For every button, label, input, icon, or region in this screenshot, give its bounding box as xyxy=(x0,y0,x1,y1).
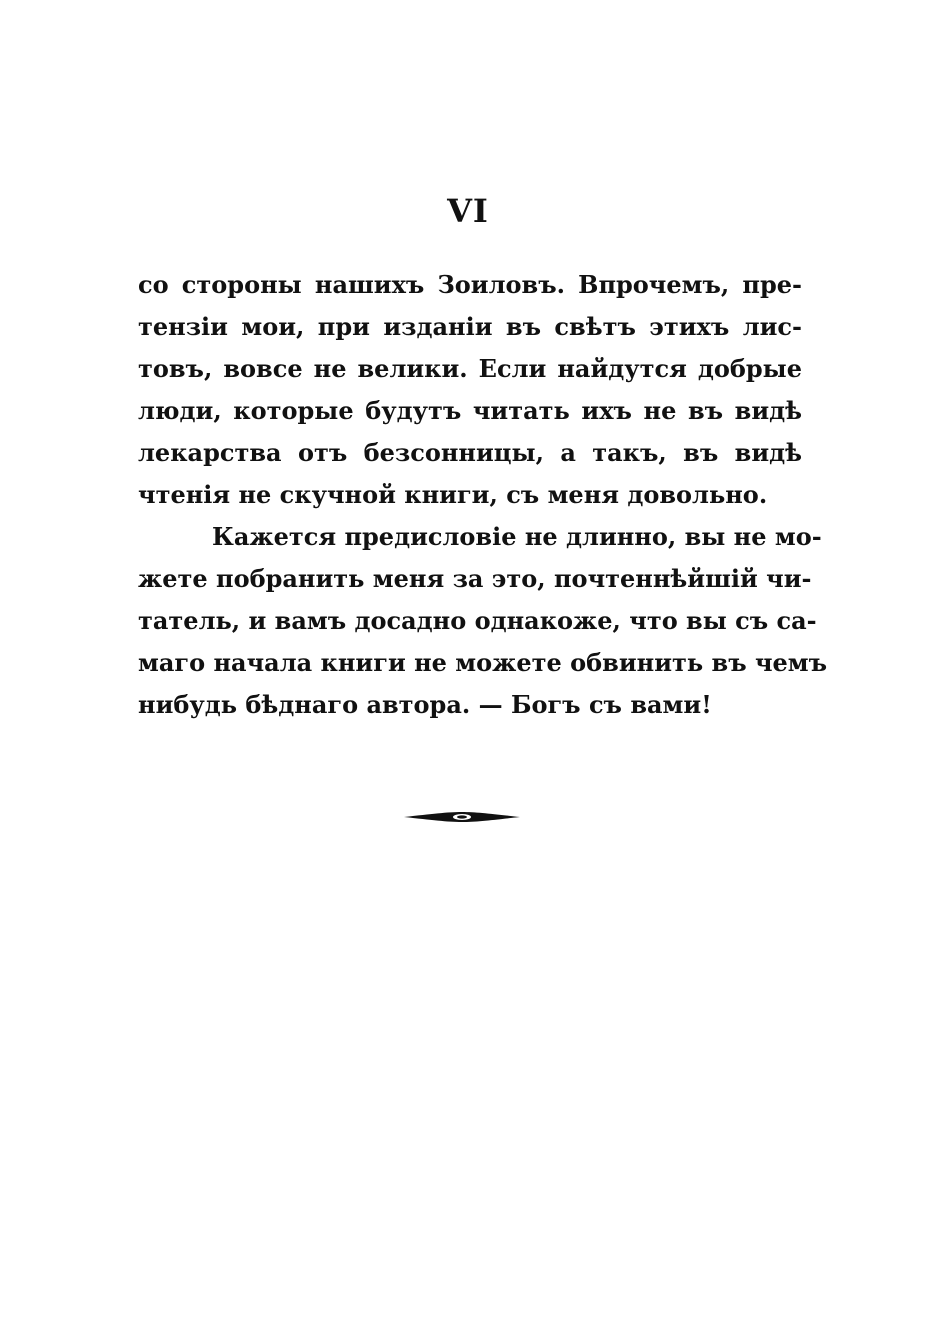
text-line: со стороны нашихъ Зоиловъ. Впрочемъ, пре- xyxy=(138,270,802,299)
ornament-divider-icon xyxy=(402,808,522,826)
body-text xyxy=(138,264,828,726)
text-line: люди, которые будутъ читать ихъ не въ видѣ xyxy=(138,396,802,425)
text-line: тензіи мои, при изданіи въ свѣтъ этихъ лис- xyxy=(138,312,802,341)
text-line: нибудь бѣднаго автора. — Богъ съ вами! xyxy=(138,690,712,719)
text-line: татель, и вамъ досадно однакоже, что вы съ са- xyxy=(138,606,817,635)
paragraph-2 xyxy=(138,516,828,726)
text-line: лекарства отъ безсонницы, а такъ, въ видѣ xyxy=(138,438,802,467)
text-line: жете побранить меня за это, почтеннѣйшій чи- xyxy=(138,564,812,593)
text-line: чтенія не скучной книги, съ меня довольно. xyxy=(138,480,768,509)
text-line: товъ, вовсе не велики. Если найдутся добрые xyxy=(138,354,802,383)
text-line: маго начала книги не можете обвинить въ чемъ xyxy=(138,648,828,677)
paragraph-1 xyxy=(138,264,802,516)
page-number: VI xyxy=(447,192,489,230)
text-line: Кажется предисловіе не длинно, вы не мо- xyxy=(212,522,822,551)
